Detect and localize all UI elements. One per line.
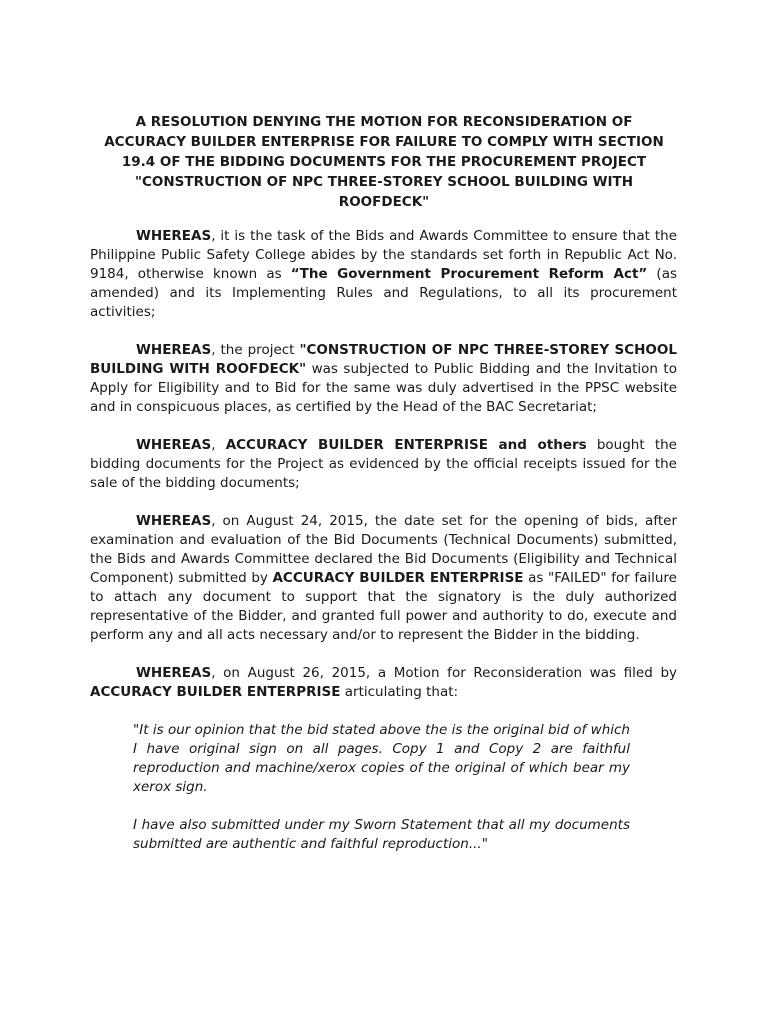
paragraph-text: , on August 26, 2015, a Motion for Reconsideration was filed by: [211, 665, 677, 681]
quote-paragraph-1: "It is our opinion that the bid stated above the is the original bid of which I have original sign on all pages. Copy 1 and Copy 2 are faithful reproduction and machine/xerox copies of the original of which bear my xerox sign.: [133, 722, 630, 795]
emphasis-text: ACCURACY BUILDER ENTERPRISE: [90, 684, 341, 700]
emphasis-text: ACCURACY BUILDER ENTERPRISE: [272, 570, 524, 586]
emphasis-text: ACCURACY BUILDER ENTERPRISE and others: [225, 437, 587, 453]
paragraph-text: , the project: [211, 342, 300, 358]
document-body: [90, 227, 677, 873]
whereas-paragraph-4: [90, 512, 677, 645]
whereas-keyword: WHEREAS: [136, 437, 212, 453]
paragraph-text: , it is the task of the Bids and Awards Committee to ensure that the Philippine Public Safety College abides by the standards set forth in Republic Act No. 9184, otherwise known as: [90, 228, 677, 282]
whereas-paragraph-2: [90, 341, 677, 417]
paragraph-text: bought the bidding documents for the Project as evidenced by the official receipts issued for the sale of the bidding documents;: [90, 437, 677, 491]
paragraph-text: (as amended) and its Implementing Rules and Regulations, to all its procurement activities;: [90, 266, 677, 320]
whereas-paragraph-1: [90, 227, 677, 322]
emphasis-text: “The Government Procurement Reform Act”: [290, 266, 648, 282]
paragraph-text: was subjected to Public Bidding and the Invitation to Apply for Eligibility and to Bid for the same was duly advertised in the PPSC website and in conspicuous places, as certified by the Head of the BAC Secretariat;: [90, 361, 677, 415]
emphasis-text: "CONSTRUCTION OF NPC THREE-STOREY SCHOOL BUILDING WITH ROOFDECK": [90, 342, 677, 377]
motion-quote-block: [133, 721, 630, 854]
paragraph-text: , on August 24, 2015, the date set for the opening of bids, after examination and evaluation of the Bid Documents (Technical Documents) submitted, the Bids and Awards Committee declared the Bid Documents (Eligibility and Technical Component) submitted by: [90, 513, 677, 586]
whereas-paragraph-5: [90, 664, 677, 702]
whereas-paragraph-3: [90, 436, 677, 493]
paragraph-text: ,: [211, 437, 226, 453]
whereas-keyword: WHEREAS: [136, 228, 212, 244]
whereas-keyword: WHEREAS: [136, 665, 212, 681]
quote-paragraph-2: I have also submitted under my Sworn Statement that all my documents submitted are authentic and faithful reproduction...": [133, 817, 630, 852]
resolution-title: A RESOLUTION DENYING THE MOTION FOR RECONSIDERATION OF ACCURACY BUILDER ENTERPRISE FOR FAILURE TO COMPLY WITH SECTION 19.4 OF THE BIDDING DOCUMENTS FOR THE PROCUREMENT PROJECT "CONSTRUCTION OF NPC THREE-STOREY SCHOOL BUILDING WITH ROOFDECK": [104, 114, 664, 210]
paragraph-text: as "FAILED" for failure to attach any document to support that the signatory is the duly authorized representative of the Bidder, and granted full power and authority to do, execute and perform any and all acts necessary and/or to represent the Bidder in the bidding.: [90, 570, 677, 643]
paragraph-text: articulating that:: [340, 684, 459, 700]
whereas-keyword: WHEREAS: [136, 513, 212, 529]
whereas-keyword: WHEREAS: [136, 342, 212, 358]
